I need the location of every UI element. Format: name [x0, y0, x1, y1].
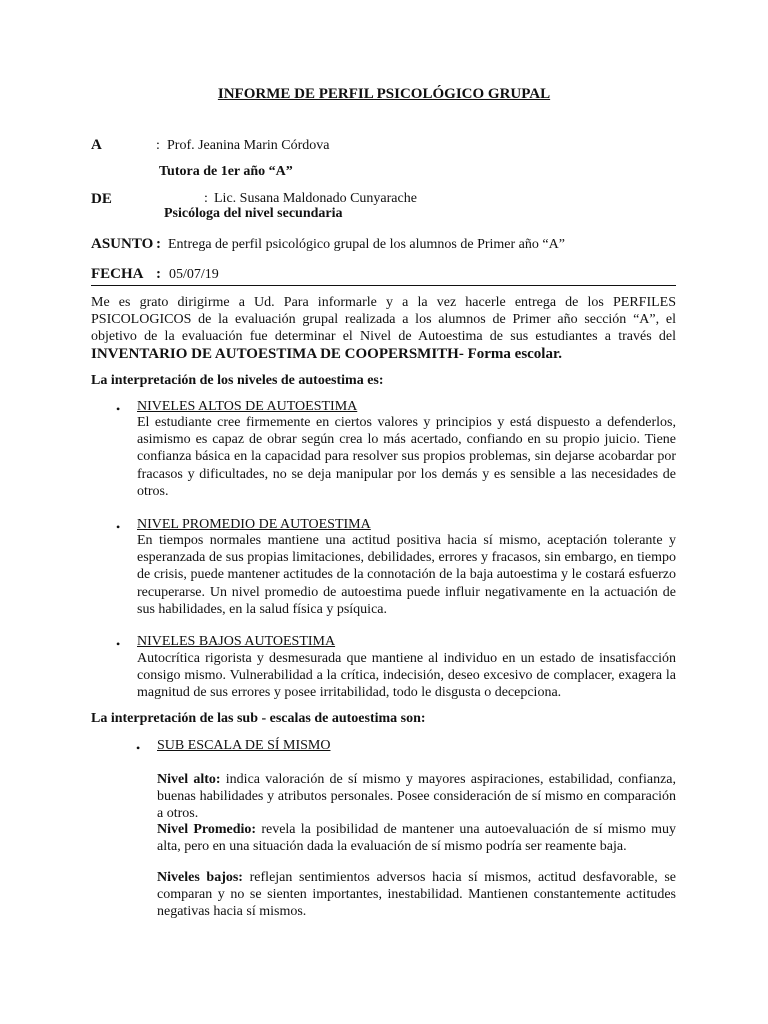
subscale-average-text: revela la posibilidad de mantener una autoevaluación de sí mismo muy alta, pero en una situación dada la evaluación de sí mismo podría ser reamente baja.: [157, 822, 677, 854]
from-colon: :: [204, 191, 208, 206]
to-name: Prof. Jeanina Marin Córdova: [167, 138, 330, 153]
bullet-1: •: [116, 402, 121, 416]
subject-label: ASUNTO: [91, 236, 154, 252]
subscale-low: [157, 869, 676, 920]
level-low-text: Autocrítica rigorista y desmesurada que mantiene al individuo en un estado de insatisfacción consigo mismo. Vulnerabilidad a la crítica, indecisión, deseo excesivo de complacer, exagera la magnitud de sus errores y posee irritabilidad, todo le disgusta o decepciona.: [137, 651, 676, 701]
bullet-subscale: •: [136, 741, 141, 755]
level-high-text: El estudiante cree firmemente en ciertos valores y principios y está dispuesto a defenderlos, asimismo es capaz de obrar según crea lo más acertado, confiando en su propio juicio. Tiene confianza básica en la capacidad para resolver sus propios problemas, sin dejarse acobardar por fracasos y dificultades, no se deja manipular por los demás y es sensible a las necesidades de otros.: [137, 415, 676, 499]
intro-paragraph: [91, 294, 676, 363]
levels-heading: La interpretación de los niveles de autoestima es:: [91, 373, 384, 388]
from-label: DE: [91, 191, 112, 207]
subscale-self-title: SUB ESCALA DE SÍ MISMO: [157, 738, 331, 753]
subscale-high: [157, 771, 676, 822]
date-colon: :: [156, 266, 161, 282]
subject-colon: :: [156, 236, 161, 252]
level-high-title: NIVELES ALTOS DE AUTOESTIMA: [137, 399, 358, 414]
inventory-name: INVENTARIO DE AUTOESTIMA DE COOPERSMITH- Forma escolar.: [91, 345, 563, 362]
from-role: Psicóloga del nivel secundaria: [164, 206, 343, 221]
date-label: FECHA: [91, 266, 144, 282]
document-title: INFORME DE PERFIL PSICOLÓGICO GRUPAL: [217, 86, 551, 102]
from-name: Lic. Susana Maldonado Cunyarache: [214, 191, 417, 206]
header-divider: [91, 285, 676, 286]
subscale-average-label: Nivel Promedio:: [157, 822, 257, 837]
subscale-average: [157, 821, 676, 855]
subject-value: Entrega de perfil psicológico grupal de los alumnos de Primer año “A”: [168, 237, 565, 252]
bullet-2: •: [116, 520, 121, 534]
subscale-low-text: reflejan sentimientos adversos hacia sí mismos, actitud desfavorable, se comparan y no se sienten importantes, inestabilidad. Mantienen constantemente actitudes negativas hacia sí mismos.: [157, 870, 677, 919]
subscales-heading: La interpretación de las sub - escalas de autoestima son:: [91, 711, 426, 726]
to-label: A: [91, 137, 102, 153]
to-role: Tutora de 1er año “A”: [159, 164, 293, 179]
date-value: 05/07/19: [169, 267, 219, 282]
level-low-title: NIVELES BAJOS AUTOESTIMA: [137, 634, 336, 649]
subscale-high-label: Nivel alto:: [157, 772, 221, 787]
to-colon: :: [156, 138, 160, 153]
intro-text: Me es grato dirigirme a Ud. Para informarle y a la vez hacerle entrega de los PERFILES PSICOLOGICOS de la evaluación grupal realizada a los alumnos de Primer año sección “A”, el objetivo de la evaluación fue determinar el Nivel de Autoestima de sus estudiantes a través del: [91, 295, 676, 345]
bullet-3: •: [116, 637, 121, 651]
level-average-title: NIVEL PROMEDIO DE AUTOESTIMA: [137, 517, 371, 532]
level-average-text: En tiempos normales mantiene una actitud positiva hacia sí mismo, aceptación tolerante y esperanzada de sus propias limitaciones, debilidades, errores y fracasos, sin embargo, en tiempo de crisis, puede mantener actitudes de la connotación de la baja autoestima y le costará esfuerzo recuperarse. Un nivel promedio de autoestima puede influir negativamente en la actuación de sus habilidades, en la salud física y psíquica.: [137, 533, 676, 617]
subscale-low-label: Niveles bajos:: [157, 870, 243, 885]
subscale-high-text: indica valoración de sí mismo y mayores aspiraciones, estabilidad, confianza, buenas habilidades y atributos personales. Posee consideración de sí mismo en comparación a otros.: [157, 772, 677, 821]
